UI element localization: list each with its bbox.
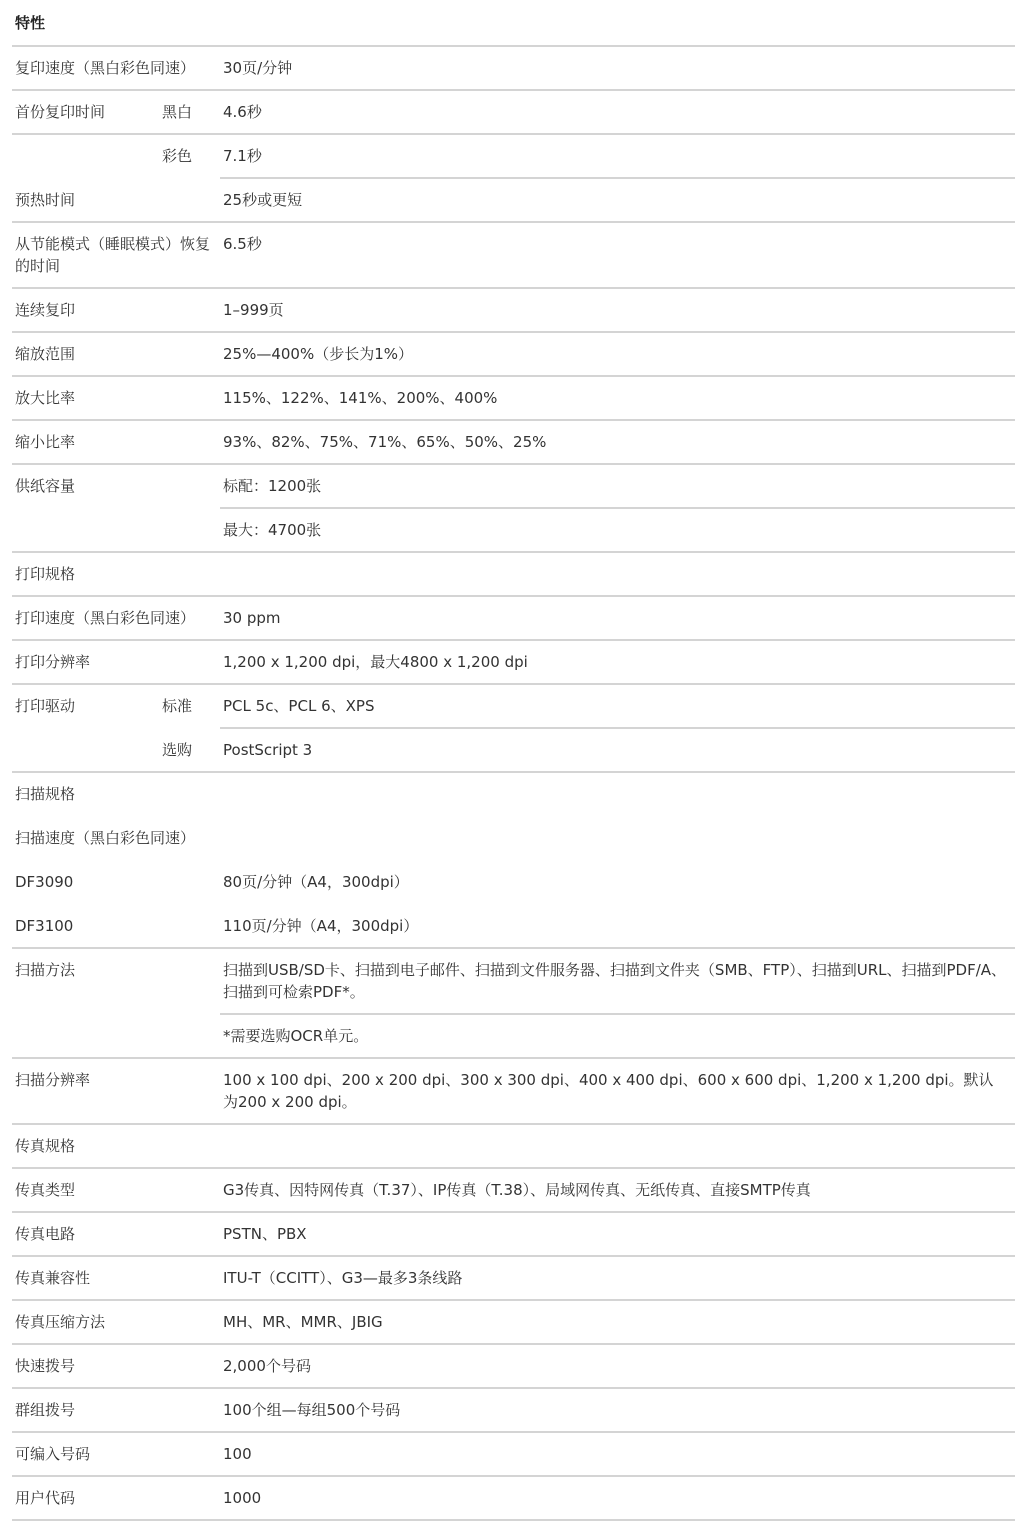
row-divider: [12, 947, 1015, 949]
row-divider: [12, 1431, 1015, 1433]
row-divider: [220, 507, 1015, 509]
spec-value: 标配：1200张: [223, 477, 322, 495]
spec-label: 首份复印时间: [15, 103, 106, 121]
spec-value: 4.6秒: [223, 103, 262, 121]
spec-label: 扫描规格: [15, 785, 76, 803]
row-divider: [12, 1057, 1015, 1059]
spec-label: 传真兼容性: [15, 1269, 91, 1287]
row-divider: [12, 1255, 1015, 1257]
spec-label: DF3090: [15, 873, 74, 891]
spec-value: 6.5秒: [223, 235, 262, 253]
spec-value: 80页/分钟（A4，300dpi）: [223, 873, 409, 891]
spec-sublabel: 标准: [162, 697, 193, 715]
row-divider: [12, 419, 1015, 421]
row-divider: [12, 45, 1015, 47]
row-divider: [220, 1013, 1015, 1015]
row-divider: [12, 1475, 1015, 1477]
spec-label: 连续复印: [15, 301, 76, 319]
spec-label: 扫描速度（黑白彩色同速）: [15, 829, 196, 847]
row-divider: [12, 1167, 1015, 1169]
row-divider: [12, 463, 1015, 465]
spec-label: 传真压缩方法: [15, 1313, 106, 1331]
spec-value: *需要选购OCR单元。: [223, 1027, 369, 1045]
spec-value: 100: [223, 1445, 252, 1463]
row-divider: [12, 1299, 1015, 1301]
row-divider: [12, 1123, 1015, 1125]
spec-header: 特性: [15, 14, 46, 32]
row-divider: [12, 331, 1015, 333]
spec-label: 复印速度（黑白彩色同速）: [15, 59, 196, 77]
row-divider: [12, 595, 1015, 597]
spec-value: 30页/分钟: [223, 59, 293, 77]
spec-label: 放大比率: [15, 389, 76, 407]
spec-label: 群组拨号: [15, 1401, 76, 1419]
row-divider: [220, 727, 1015, 729]
row-divider: [12, 221, 1015, 223]
spec-label: 预热时间: [15, 191, 76, 209]
spec-label: 供纸容量: [15, 477, 76, 495]
spec-value: 115%、122%、141%、200%、400%: [223, 389, 498, 407]
spec-value: PSTN、PBX: [223, 1225, 307, 1243]
spec-value: 93%、82%、75%、71%、65%、50%、25%: [223, 433, 547, 451]
row-divider: [12, 287, 1015, 289]
row-divider: [12, 639, 1015, 641]
row-divider: [12, 551, 1015, 553]
spec-value: 最大：4700张: [223, 521, 322, 539]
spec-value: 30 ppm: [223, 609, 281, 627]
spec-value: 2,000个号码: [223, 1357, 311, 1375]
spec-label: 缩放范围: [15, 345, 76, 363]
row-divider: [220, 177, 1015, 179]
spec-sublabel: 选购: [162, 741, 193, 759]
spec-label: 扫描分辨率: [15, 1071, 91, 1089]
spec-sublabel: 黑白: [162, 103, 193, 121]
spec-label: 传真类型: [15, 1181, 76, 1199]
spec-label: 用户代码: [15, 1489, 76, 1507]
spec-value: PCL 5c、PCL 6、XPS: [223, 697, 375, 715]
spec-label: 扫描方法: [15, 961, 76, 979]
row-divider: [12, 1211, 1015, 1213]
row-divider: [12, 683, 1015, 685]
spec-label: 快速拨号: [15, 1357, 76, 1375]
spec-label: 传真规格: [15, 1137, 76, 1155]
spec-label: 从节能模式（睡眠模式）恢复的时间: [15, 235, 211, 275]
row-divider: [12, 375, 1015, 377]
spec-value: G3传真、因特网传真（T.37）、IP传真（T.38）、局域网传真、无纸传真、直接SMTP传真: [223, 1181, 811, 1199]
spec-value: 7.1秒: [223, 147, 262, 165]
spec-value: PostScript 3: [223, 741, 313, 759]
row-divider: [12, 1387, 1015, 1389]
spec-label: 打印规格: [15, 565, 76, 583]
row-divider: [12, 133, 1015, 135]
row-divider: [12, 1343, 1015, 1345]
spec-value: 1,200 x 1,200 dpi，最大4800 x 1,200 dpi: [223, 653, 528, 671]
row-divider: [12, 771, 1015, 773]
spec-label: 可编入号码: [15, 1445, 91, 1463]
spec-label: 打印驱动: [15, 697, 76, 715]
spec-label: 打印速度（黑白彩色同速）: [15, 609, 196, 627]
spec-label: DF3100: [15, 917, 74, 935]
spec-value: 100个组—每组500个号码: [223, 1401, 401, 1419]
row-divider: [12, 1519, 1015, 1521]
row-divider: [12, 89, 1015, 91]
spec-value: MH、MR、MMR、JBIG: [223, 1313, 383, 1331]
spec-value: 1000: [223, 1489, 262, 1507]
spec-sublabel: 彩色: [162, 147, 193, 165]
spec-label: 打印分辨率: [15, 653, 91, 671]
spec-value: 25%—400%（步长为1%）: [223, 345, 414, 363]
spec-value: 110页/分钟（A4，300dpi）: [223, 917, 419, 935]
spec-value: 25秒或更短: [223, 191, 303, 209]
spec-value: 100 x 100 dpi、200 x 200 dpi、300 x 300 dpi、400 x 400 dpi、600 x 600 dpi、1,200 x 1,200 dpi。默认为200 x 200 dpi。: [223, 1071, 994, 1111]
spec-value: 1–999页: [223, 301, 284, 319]
spec-value: ITU-T（CCITT）、G3—最多3条线路: [223, 1269, 463, 1287]
spec-value: 扫描到USB/SD卡、扫描到电子邮件、扫描到文件服务器、扫描到文件夹（SMB、FTP）、扫描到URL、扫描到PDF/A、扫描到可检索PDF*。: [223, 961, 1007, 1001]
spec-label: 传真电路: [15, 1225, 76, 1243]
spec-label: 缩小比率: [15, 433, 76, 451]
